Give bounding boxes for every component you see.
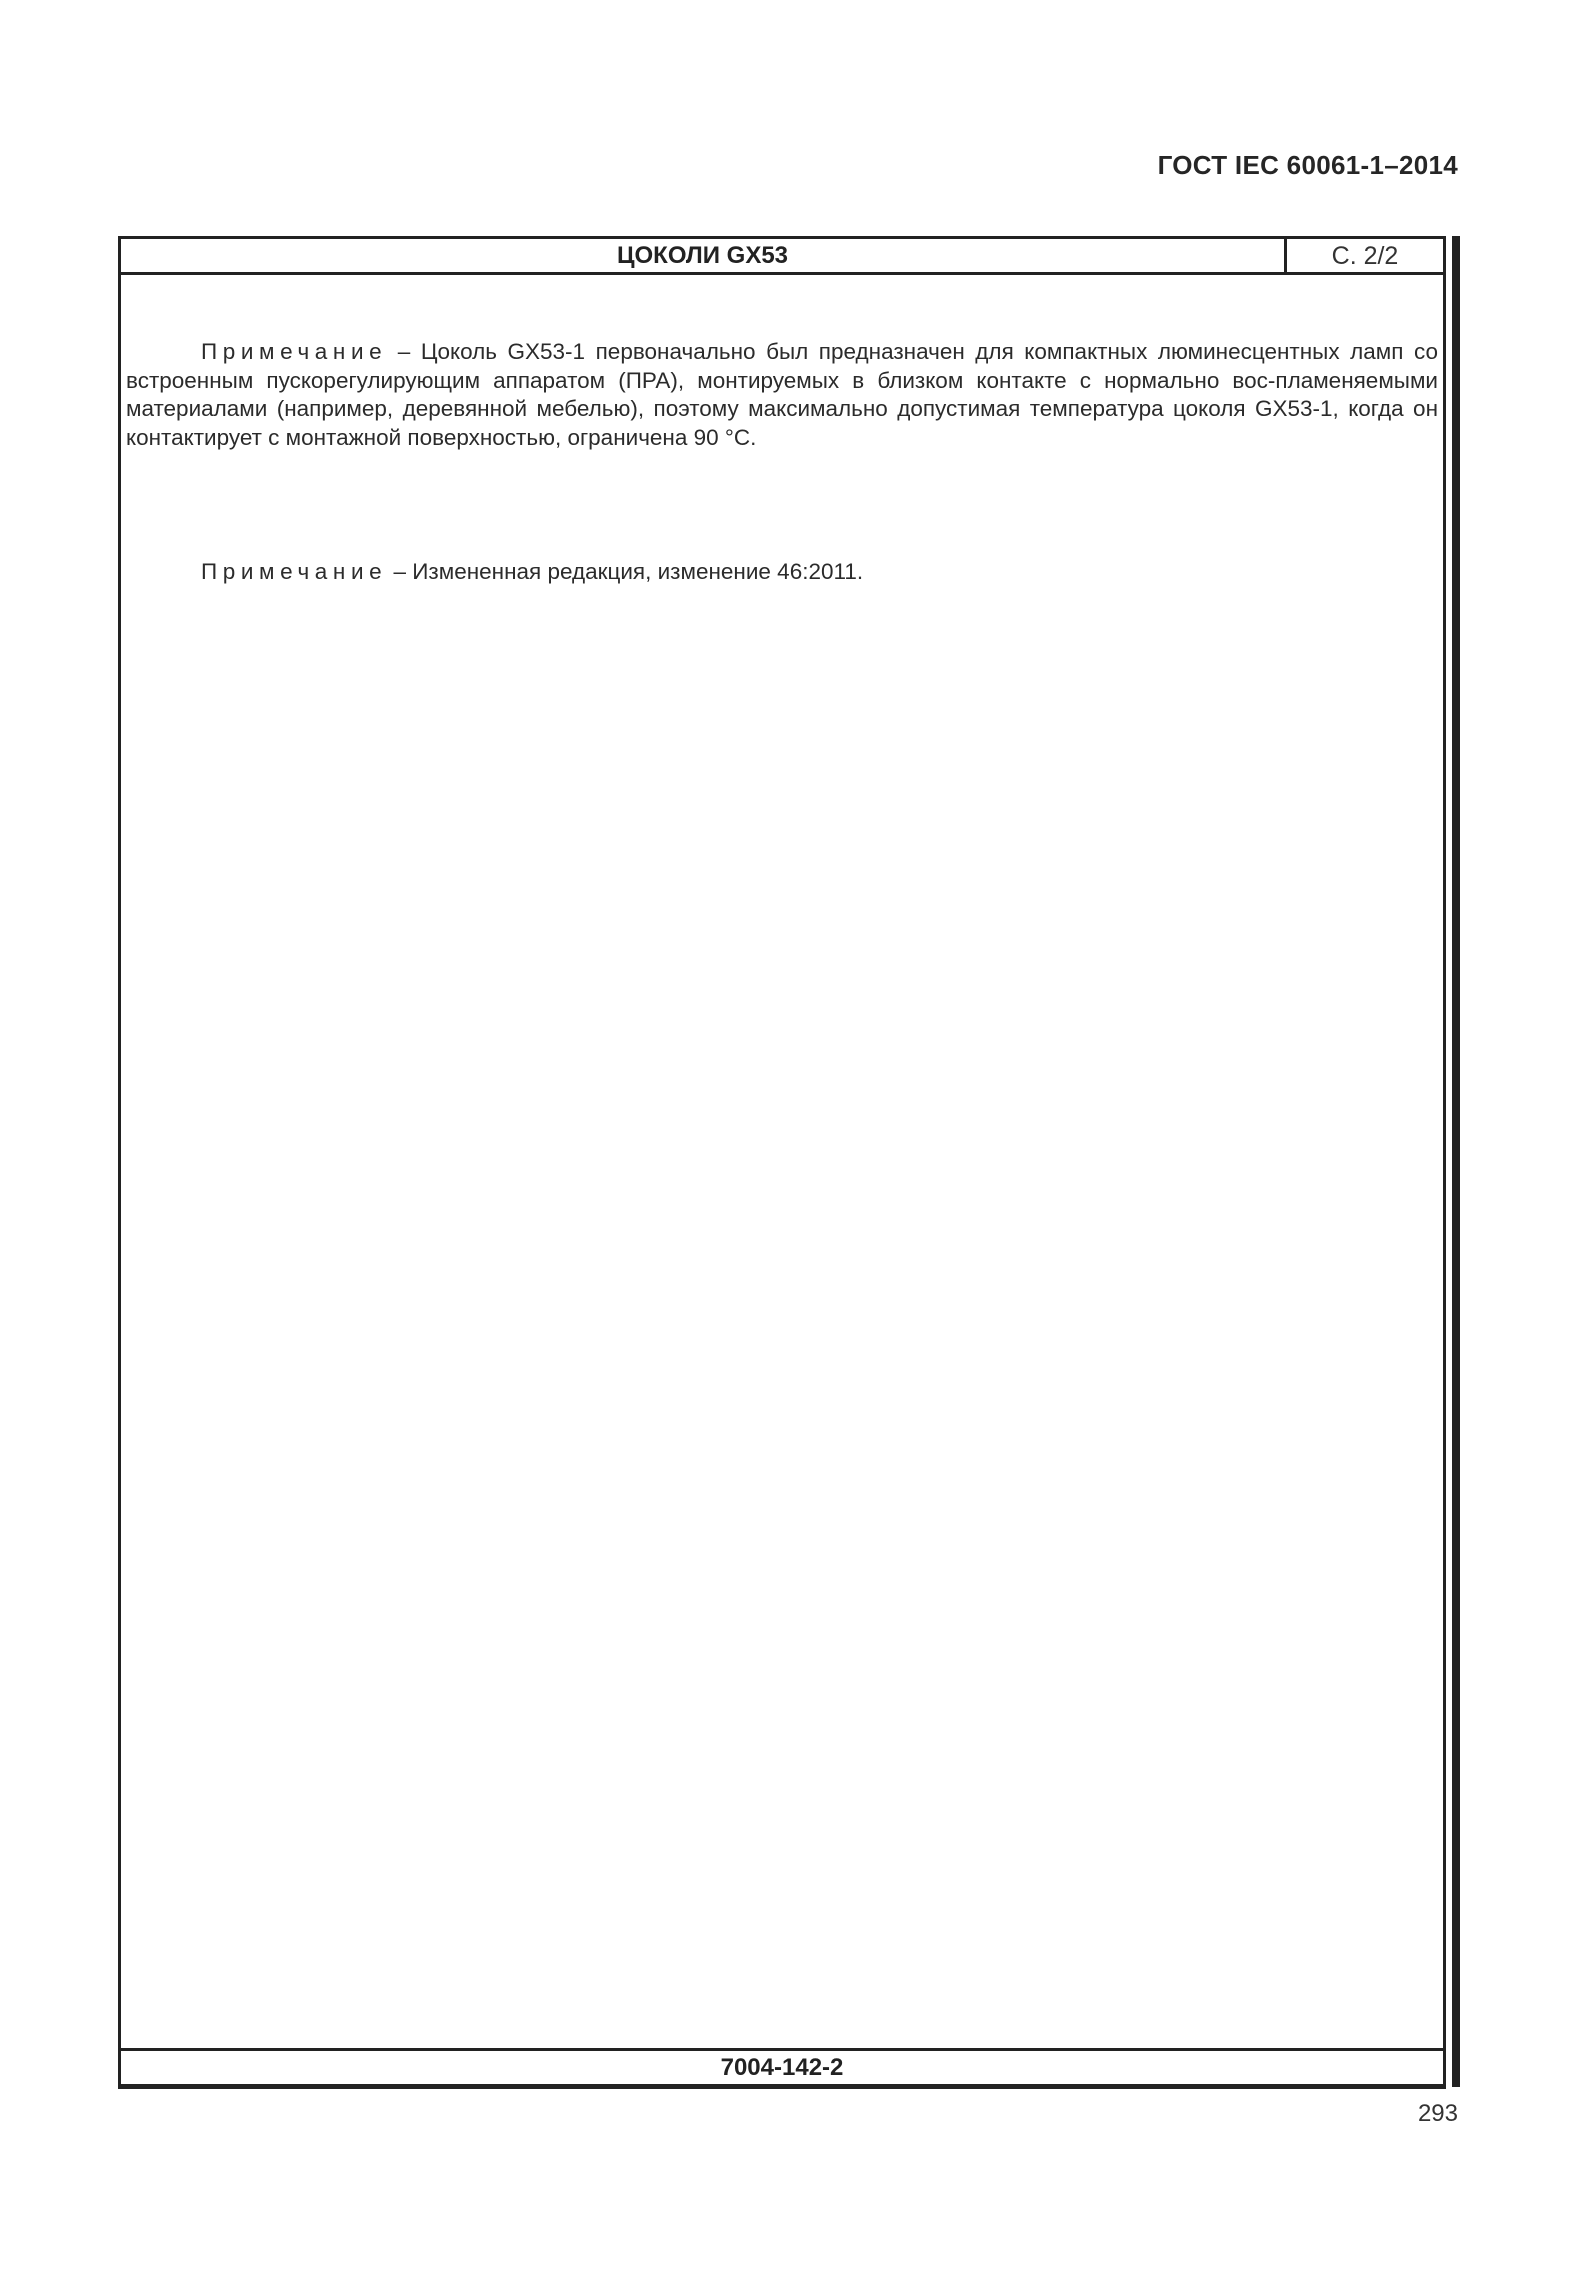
sheet-page-label: С. 2/2 — [1331, 242, 1399, 270]
margin-bar — [1452, 236, 1460, 2087]
sheet-title: ЦОКОЛИ GX53 — [121, 239, 1287, 272]
note-text: – Измененная редакция, изменение 46:2011. — [387, 559, 864, 584]
note-lead: Примечание — [201, 559, 388, 584]
note-lead: Примечание — [201, 339, 388, 364]
note-paragraph — [126, 338, 1438, 452]
note-paragraph — [126, 558, 1438, 587]
page-number: 293 — [1417, 2100, 1458, 2127]
sheet-number: 7004-142-2 — [121, 2048, 1443, 2084]
standard-designation: ГОСТ IEC 60061-1–2014 — [1157, 150, 1458, 180]
title-row — [121, 239, 1443, 275]
data-sheet-frame — [118, 236, 1446, 2089]
note-text: – Цоколь GX53-1 первоначально был предназначен для компактных люминесцентных ламп со встроенным пускорегулирующим аппаратом (ПРА), монтируемых в близком контакте с нормально вос-пламеняемыми материалами (например, деревянной мебелью), поэтому максимально допустимая температура цоколя GX53-1, когда он контактирует с монтажной поверхностью, ограничена 90 °С. — [126, 339, 1438, 450]
